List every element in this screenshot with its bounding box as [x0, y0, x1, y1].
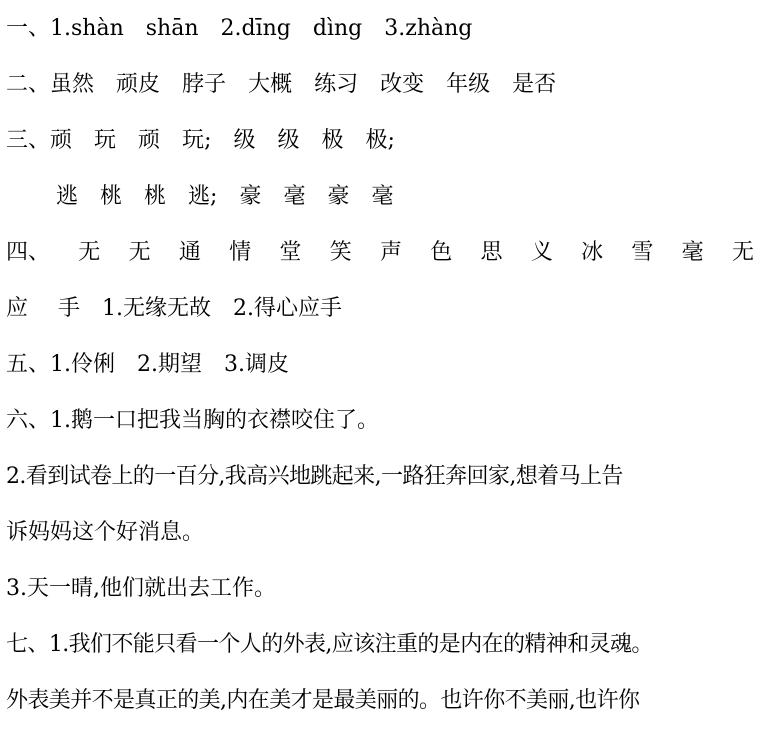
char-item: 雪 — [631, 240, 654, 265]
word-item: 年级 — [446, 72, 491, 97]
char-item: 玩; — [182, 128, 212, 153]
answer-line-7b — [6, 684, 754, 718]
word-item: 改变 — [380, 72, 425, 97]
char-item: 声 — [379, 240, 402, 265]
word-item: 大概 — [248, 72, 293, 97]
char-item: 毫 — [283, 184, 306, 209]
sentence: 1.我们不能只看一个人的外表,应该注重的是内在的精神和灵魂。 — [48, 632, 653, 657]
char-item: 毫 — [371, 184, 394, 209]
answer-line-7 — [6, 628, 754, 662]
char-item: 手 — [58, 296, 81, 321]
char-item: 色 — [430, 240, 453, 265]
word-item: 脖子 — [182, 72, 227, 97]
char-item: 堂 — [279, 240, 302, 265]
answer-line-4 — [6, 236, 754, 270]
pinyin-item: 1.shàn — [50, 16, 124, 41]
char-item: 无 — [731, 240, 754, 265]
word-item: 1.伶俐 — [50, 352, 116, 377]
word-item: 虽然 — [50, 72, 95, 97]
answer-line-1 — [6, 12, 754, 46]
answer-line-3b — [56, 180, 754, 214]
char-item: 极 — [321, 128, 344, 153]
char-item: 豪 — [327, 184, 350, 209]
answer-line-6 — [6, 404, 754, 438]
pinyin-item: 3.zhàng — [384, 16, 473, 41]
char-item: 毫 — [681, 240, 704, 265]
sentence: 1.鹅一口把我当胸的衣襟咬住了。 — [50, 408, 380, 433]
answer-line-2 — [6, 68, 754, 102]
char-item: 无 — [128, 240, 151, 265]
sentence: 诉妈妈这个好消息。 — [6, 520, 205, 545]
sentence: 3.天一晴,他们就出去工作。 — [6, 576, 276, 601]
char-item: 桃 — [100, 184, 123, 209]
char-item: 笑 — [329, 240, 352, 265]
char-item: 通 — [178, 240, 201, 265]
char-item: 极; — [365, 128, 395, 153]
word-item: 顽皮 — [116, 72, 161, 97]
sentence: 外表美并不是真正的美,内在美才是最美丽的。也许你不美丽,也许你 — [6, 688, 640, 713]
answer-line-3 — [6, 124, 754, 158]
idiom-item: 2.得心应手 — [233, 296, 343, 321]
section-number-5: 五、 — [6, 352, 51, 377]
pinyin-item: 2.dīng — [220, 16, 291, 41]
char-item: 冰 — [581, 240, 604, 265]
char-item: 桃 — [144, 184, 167, 209]
answer-line-4b — [6, 292, 754, 326]
char-item: 顽 — [138, 128, 161, 153]
char-item: 玩 — [94, 128, 117, 153]
answer-line-6b — [6, 460, 754, 494]
word-item: 练习 — [314, 72, 359, 97]
section-number-2: 二、 — [6, 72, 51, 97]
char-item: 思 — [480, 240, 503, 265]
section-number-4: 四、 — [6, 240, 51, 265]
answer-line-6c — [6, 516, 754, 550]
char-item: 情 — [229, 240, 252, 265]
section-number-7: 七、 — [6, 632, 49, 657]
char-item: 级 — [233, 128, 256, 153]
char-item: 义 — [530, 240, 553, 265]
char-item: 级 — [277, 128, 300, 153]
sentence: 2.看到试卷上的一百分,我高兴地跳起来,一路狂奔回家,想着马上告 — [6, 464, 623, 489]
answer-line-6d — [6, 572, 754, 606]
word-item: 2.期望 — [137, 352, 203, 377]
section-number-3: 三、 — [6, 128, 51, 153]
char-item: 顽 — [50, 128, 73, 153]
pinyin-item: shān — [145, 16, 199, 41]
char-item: 应 — [6, 296, 29, 321]
section-number-1: 一、 — [6, 16, 51, 41]
idiom-item: 1.无缘无故 — [102, 296, 212, 321]
char-item: 逃; — [188, 184, 218, 209]
char-item: 无 — [78, 240, 101, 265]
section-number-6: 六、 — [6, 408, 51, 433]
char-item: 逃 — [56, 184, 79, 209]
char-item: 豪 — [239, 184, 262, 209]
pinyin-item: dìng — [312, 16, 363, 41]
answer-line-5 — [6, 348, 754, 382]
word-item: 是否 — [512, 72, 557, 97]
word-item: 3.调皮 — [224, 352, 290, 377]
